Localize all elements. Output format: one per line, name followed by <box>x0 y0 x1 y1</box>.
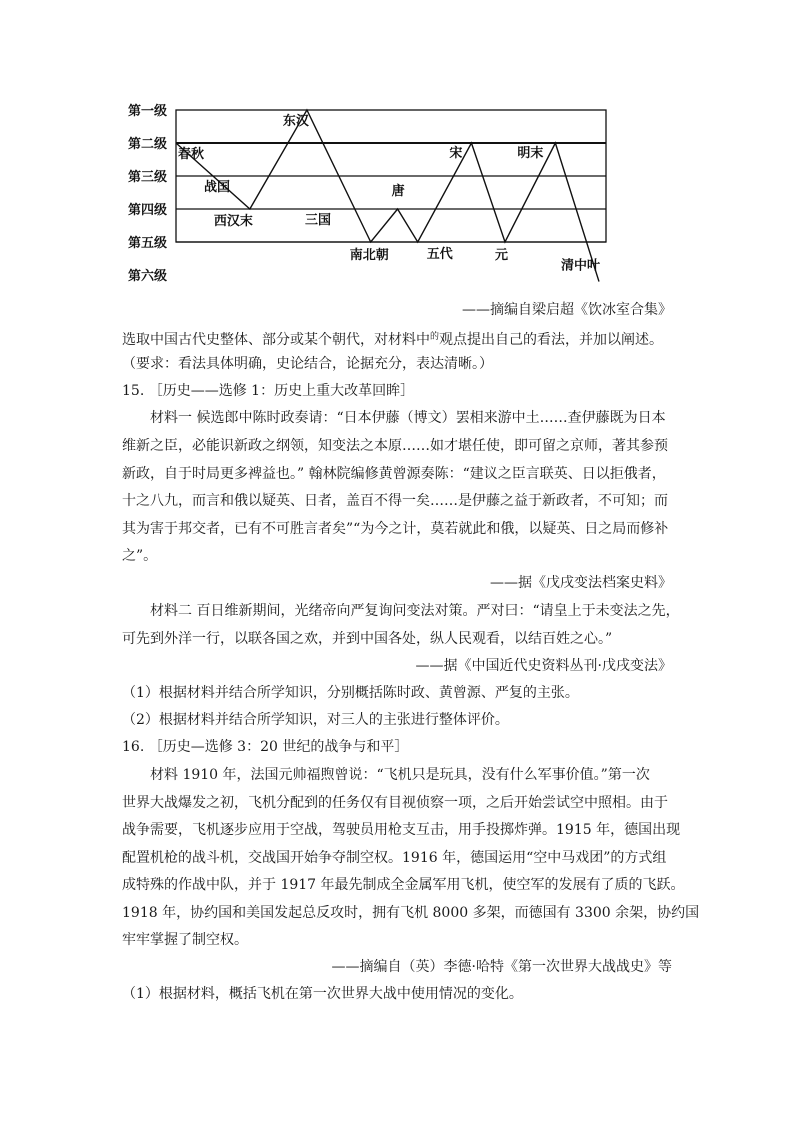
q14-instruction <box>122 330 663 352</box>
point-label: 唐 <box>391 184 405 199</box>
q15-m1-line: 维新之臣，必能识新政之纲领，知变法之本原……如才堪任使，即可留之京师，著其参预 <box>122 438 668 454</box>
q15-m1-source: ——据《戊戌变法档案史料》 <box>490 575 672 591</box>
q15-m2-line: 可先到外洋一行，以联各国之欢，并到中国各处，纵人民观看，以结百姓之心。” <box>122 631 613 647</box>
q15-m1-line: 新政，自于时局更多裨益也。” 翰林院编修黄曾源奏陈：“建议之臣言联英、日以拒俄者， <box>122 466 666 482</box>
q15-m1-line: 材料一 候选郎中陈时政奏请：“日本伊藤（博文）罢相来游中土……查伊藤既为日本 <box>150 410 666 426</box>
history-level-chart <box>0 0 794 300</box>
q15-m2-line: 材料二 百日维新期间，光绪帝向严复询问变法对策。严对曰：“请皇上于未变法之先， <box>150 603 680 619</box>
q14-instruction-sup: 的 <box>430 332 440 342</box>
q16-material-line: 世界大战爆发之初，飞机分配到的任务仅有目视侦察一项，之后开始尝试空中照相。由于 <box>122 795 668 811</box>
chart-source: ——摘编自梁启超《饮冰室合集》 <box>462 302 672 318</box>
q14-instruction-b: 观点提出自己的看法，并加以阐述。 <box>439 332 664 348</box>
q16-question-1: （1）根据材料，概括飞机在第一次世界大战中使用情况的变化。 <box>122 986 523 1002</box>
q16-title: 16. ［历史—选修 3：20 世纪的战争与和平］ <box>122 739 409 755</box>
q15-m2-source: ——据《中国近代史资料丛刊·戊戌变法》 <box>415 658 672 674</box>
level-tick-label: 第三级 <box>128 170 168 185</box>
q15-m1-line: 之”。 <box>122 548 158 564</box>
point-label: 清中叶 <box>561 258 601 274</box>
q15-question-2: （2）根据材料并结合所学知识，对三人的主张进行整体评价。 <box>122 712 509 728</box>
level-tick-label: 第一级 <box>128 104 168 119</box>
period-label: 三国 <box>305 213 332 228</box>
level-tick-label: 第五级 <box>128 236 168 251</box>
point-label: 元 <box>495 248 509 263</box>
point-label: 明末 <box>517 146 544 161</box>
point-label: 宋 <box>449 146 463 161</box>
level-tick-label: 第四级 <box>128 203 168 218</box>
point-label: 春秋 <box>178 147 205 162</box>
q16-material-line: 牢牢掌握了制空权。 <box>122 932 248 948</box>
q15-m1-line: 其为害于邦交者，已有不可胜言者矣”“为今之计，莫若就此和俄，以疑英、日之局而修补 <box>122 521 669 537</box>
q15-m1-line: 十之八九，而言和俄以疑英、日者，盖百不得一矣……是伊藤之益于新政者，不可知；而 <box>122 493 668 509</box>
level-tick-label: 第六级 <box>128 269 168 284</box>
q16-source: ——摘编自（英）李德·哈特《第一次世界大战战史》等 <box>331 959 672 975</box>
level-tick-label: 第二级 <box>128 137 168 152</box>
point-label: 西汉末 <box>213 214 253 229</box>
period-label: 战国 <box>204 180 231 195</box>
q16-material-line: 1918 年，协约国和美国发起总反攻时，拥有飞机 8000 多架，而德国有 3300 余架，协约国 <box>122 905 700 921</box>
q15-question-1: （1）根据材料并结合所学知识，分别概括陈时政、黄曾源、严复的主张。 <box>122 685 579 701</box>
point-label: 东汉 <box>282 114 309 129</box>
q16-material-line: 战争需要，飞机逐步应用于空战，驾驶员用枪支互击，用手投掷炸弹。1915 年，德国出现 <box>122 822 681 838</box>
q16-material-line: 材料 1910 年，法国元帅福煦曾说：“飞机只是玩具，没有什么军事价值。”第一次 <box>150 767 650 783</box>
q16-material-line: 成特殊的作战中队，并于 1917 年最先制成全金属军用飞机，使空军的发展有了质的飞跃。 <box>122 877 685 893</box>
point-label: 南北朝 <box>349 248 389 263</box>
q14-instruction-a: 选取中国古代史整体、部分或某个朝代，对材料中 <box>122 332 430 348</box>
q16-material-line: 配置机枪的战斗机，交战国开始争夺制空权。1916 年，德国运用“空中马戏团”的方式组 <box>122 850 667 866</box>
point-label: 五代 <box>426 247 453 262</box>
q14-requirements: （要求：看法具体明确，史论结合，论据充分，表达清晰。） <box>122 356 493 372</box>
q15-title: 15. ［历史——选修 1：历史上重大改革回眸］ <box>122 383 415 399</box>
